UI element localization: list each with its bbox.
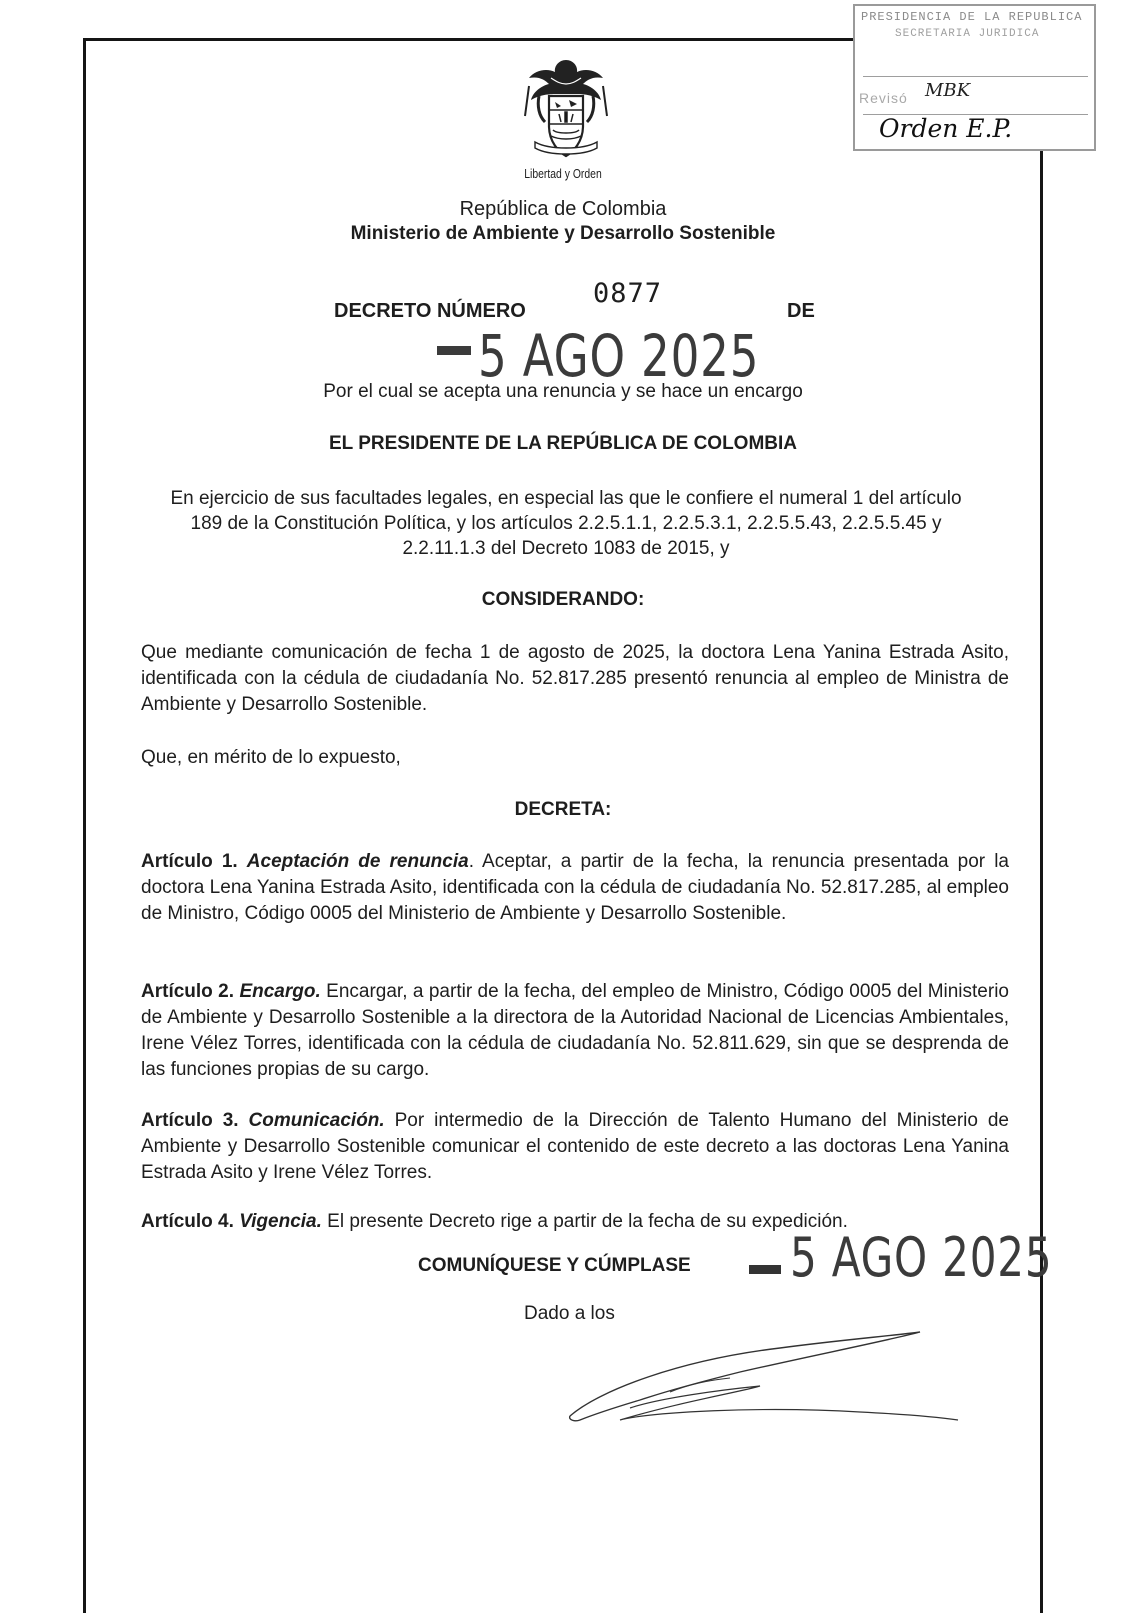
decree-label: DECRETO NÚMERO bbox=[334, 300, 526, 322]
article-label: Artículo 1. bbox=[141, 851, 238, 872]
date-stamp-dash bbox=[749, 1265, 781, 1274]
stamp-handwritten-order: Orden E.P. bbox=[879, 114, 1013, 143]
article-3 bbox=[141, 1108, 1009, 1186]
legal-powers-paragraph: En ejercicio de sus facultades legales, en especial las que le confiere el numeral 1 del artículo 189 de la Constitución Política, y los artículos 2.2.5.1.1, 2.2.5.3.1, 2.2.5.5.43, 2.2.5.5.45 y 2.2.11.1.3 del Decreto 1083 de 2015, y bbox=[170, 488, 962, 559]
dado-text: Dado a los bbox=[524, 1303, 615, 1324]
article-1 bbox=[141, 849, 1009, 927]
article-text: El presente Decreto rige a partir de la fecha de su expedición. bbox=[321, 1211, 848, 1232]
article-2 bbox=[141, 979, 1009, 1083]
article-label: Artículo 3. bbox=[141, 1110, 239, 1131]
stamp-header: PRESIDENCIA DE LA REPUBLICA bbox=[861, 10, 1083, 24]
decree-date-stamp: 5 AGO 2025 bbox=[478, 322, 760, 390]
article-text: . Aceptar, a partir de la fecha, la renuncia presentada por la doctora Lena Yanina Estrada Asito, identificada con la cédula de ciudadanía No. 52.817.285, al empleo de Ministro, Código 0005 del Ministerio de Ambiente y Desarrollo Sostenible. bbox=[141, 851, 1009, 924]
decree-subtitle: Por el cual se acepta una renuncia y se hace un encargo bbox=[323, 381, 803, 402]
article-title: Encargo. bbox=[239, 981, 321, 1002]
republic-name: República de Colombia bbox=[459, 198, 667, 220]
article-label: Artículo 4. bbox=[141, 1211, 234, 1232]
date-stamp-dash bbox=[437, 346, 471, 355]
review-stamp bbox=[853, 4, 1096, 151]
closing-date-stamp: 5 AGO 2025 bbox=[790, 1226, 1053, 1289]
president-heading: EL PRESIDENTE DE LA REPÚBLICA DE COLOMBIA bbox=[329, 433, 797, 454]
stamp-reviso-initials: MBK bbox=[925, 80, 971, 101]
article-label: Artículo 2. bbox=[141, 981, 235, 1002]
stamp-subheader: SECRETARIA JURIDICA bbox=[895, 28, 1040, 40]
ministry-name: Ministerio de Ambiente y Desarrollo Sostenible bbox=[350, 223, 776, 244]
merito-paragraph: Que, en mérito de lo expuesto, bbox=[141, 747, 401, 768]
closing-formula: COMUNÍQUESE Y CÚMPLASE bbox=[418, 1255, 691, 1276]
decree-number: 0877 bbox=[593, 278, 663, 309]
article-title: Comunicación. bbox=[248, 1110, 385, 1131]
decree-de-label: DE bbox=[787, 300, 815, 322]
article-title: Aceptación de renuncia bbox=[246, 851, 469, 872]
coat-of-arms-icon bbox=[521, 56, 611, 166]
article-text: Encargar, a partir de la fecha, del empleo de Ministro, Código 0005 del Ministerio de Ambiente y Desarrollo Sostenible a la directora de la Autoridad Nacional de Licencias Ambientales, Irene Vélez Torres, identificada con la cédula de ciudadanía No. 52.811.629, sin que se desprenda de las funciones propias de su cargo. bbox=[141, 981, 1009, 1080]
article-title: Vigencia. bbox=[239, 1211, 322, 1232]
motto-text: Libertad y Orden bbox=[524, 166, 602, 181]
decreta-heading: DECRETA: bbox=[514, 799, 612, 820]
signature-icon bbox=[560, 1320, 980, 1440]
article-text: Por intermedio de la Dirección de Talento Humano del Ministerio de Ambiente y Desarrollo Sostenible comunicar el contenido de este decreto a las doctoras Lena Yanina Estrada Asito y Irene Vélez Torres. bbox=[141, 1110, 1009, 1183]
stamp-reviso-label: Revisó bbox=[859, 90, 908, 106]
considerando-heading: CONSIDERANDO: bbox=[481, 589, 645, 610]
considerando-paragraph: Que mediante comunicación de fecha 1 de agosto de 2025, la doctora Lena Yanina Estrada Asito, identificada con la cédula de ciudadanía No. 52.817.285 presentó renuncia al empleo de Ministra de Ambiente y Desarrollo Sostenible. bbox=[141, 642, 1009, 715]
stamp-divider bbox=[863, 76, 1088, 77]
